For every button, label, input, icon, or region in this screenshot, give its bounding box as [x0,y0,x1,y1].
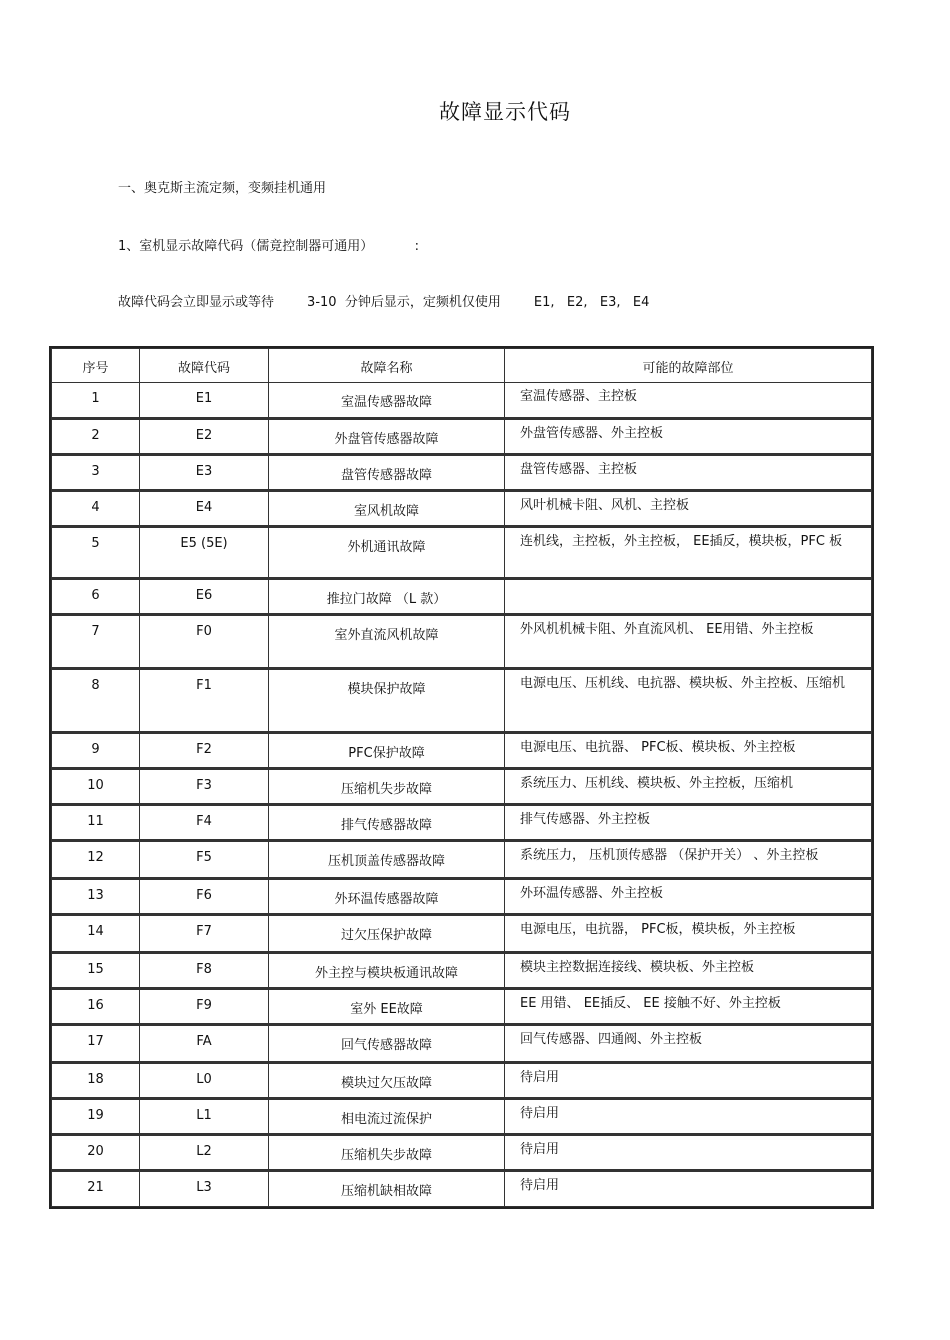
row-number-cell [52,1099,140,1135]
row-number-cell [52,1063,140,1099]
fault-part: 外风机机械卡阻、外直流风机、 EE用错、外主控板 [520,622,814,637]
row-number-cell [52,615,140,669]
row-number: 10 [87,778,104,793]
fault-code: F8 [196,962,212,977]
row-number-cell [52,805,140,841]
fault-name: 室温传感器故障 [340,395,432,410]
fault-part-cell [505,383,872,419]
fault-code-cell [140,841,269,879]
row-number-cell [52,769,140,805]
subsection-heading: 1、室机显示故障代码（儒竟控制器可通用） : [118,239,419,254]
fault-name-cell [269,527,505,579]
row-number: 9 [91,742,100,757]
row-number: 4 [91,500,100,515]
fault-part-cell [505,615,872,669]
fault-part-cell [505,1099,872,1135]
fault-code-cell [140,455,269,491]
fault-name-cell [269,915,505,953]
fault-code-cell [140,1171,269,1207]
row-number-cell [52,669,140,733]
fault-name-cell [269,615,505,669]
row-number-cell [52,879,140,915]
row-number: 17 [87,1034,104,1049]
fault-name: 模块过欠压故障 [340,1076,432,1091]
row-number: 14 [87,924,104,939]
fault-part: 电源电压、电抗器、 PFC板、模块板、外主控板 [520,740,796,755]
fault-code-cell [140,989,269,1025]
fault-part-cell [505,419,872,455]
fault-part: 风叶机械卡阻、风机、主控板 [520,498,690,513]
fault-part-cell [505,769,872,805]
fault-name-cell [269,383,505,419]
fault-name: 室外直流风机故障 [334,628,439,643]
fault-part-cell [505,733,872,769]
table-row [52,615,872,669]
table-row [52,841,872,879]
fault-part: 电源电压、压机线、电抗器、模块板、外主控板、压缩机 [520,676,846,691]
header-part: 可能的故障部位 [505,349,872,383]
fault-name-cell [269,1135,505,1171]
row-number: 15 [87,962,104,977]
row-number-cell [52,915,140,953]
row-number: 11 [87,814,104,829]
row-number: 21 [87,1180,104,1195]
table-header-row [52,349,872,383]
fault-name: 压缩机失步故障 [340,1148,432,1163]
fault-part: 外环温传感器、外主控板 [520,886,664,901]
fault-code-cell [140,527,269,579]
row-number-cell [52,1025,140,1063]
fault-part: 系统压力， 压机顶传感器 （保护开关） 、外主控板 [520,848,819,863]
fault-name-cell [269,1025,505,1063]
fault-name: 相电流过流保护 [340,1112,432,1127]
fault-name-cell [269,1099,505,1135]
fault-name-cell [269,989,505,1025]
fault-part-cell [505,491,872,527]
table-row [52,419,872,455]
fault-part-cell [505,805,872,841]
fault-name-cell [269,769,505,805]
fault-code-cell [140,1063,269,1099]
row-number-cell [52,455,140,491]
header-name: 故障名称 [269,349,505,383]
fault-code-cell [140,953,269,989]
row-number-cell [52,419,140,455]
fault-part: 室温传感器、主控板 [520,389,638,404]
fault-code-cell [140,733,269,769]
row-number-cell [52,1135,140,1171]
table-row [52,989,872,1025]
fault-code: E6 [195,588,213,603]
fault-part-cell [505,841,872,879]
fault-name: 压缩机缺相故障 [340,1184,432,1199]
row-number-cell [52,1171,140,1207]
fault-name: 压机顶盖传感器故障 [327,854,445,869]
fault-code-cell [140,491,269,527]
table-row [52,879,872,915]
fault-name: 推拉门故障 （L 款） [326,592,447,607]
fault-name-cell [269,491,505,527]
fault-part-cell [505,879,872,915]
fault-code-cell [140,669,269,733]
table-row [52,527,872,579]
fault-name-cell [269,733,505,769]
row-number: 18 [87,1072,104,1087]
fault-part [520,580,871,582]
section-heading: 一、奥克斯主流定频，变频挂机通用 [118,181,327,196]
table-row [52,1025,872,1063]
fault-code: F6 [196,888,212,903]
table-row [52,669,872,733]
fault-code-cell [140,579,269,615]
fault-part-cell [505,455,872,491]
fault-part: 电源电压，电抗器， PFC板，模块板，外主控板 [520,922,796,937]
fault-code: F3 [196,778,212,793]
fault-code-cell [140,383,269,419]
fault-name: 外机通讯故障 [347,540,426,555]
fault-name: 室风机故障 [353,504,419,519]
fault-code-cell [140,1135,269,1171]
row-number-cell [52,733,140,769]
row-number-cell [52,579,140,615]
fault-name-cell [269,1171,505,1207]
row-number: 5 [91,536,100,551]
fault-part-cell [505,669,872,733]
row-number-cell [52,953,140,989]
fault-code-cell [140,879,269,915]
table-row [52,915,872,953]
fault-code-cell [140,915,269,953]
row-number: 8 [91,678,100,693]
fault-name: 模块保护故障 [347,682,426,697]
table-row [52,455,872,491]
fault-name: 盘管传感器故障 [340,468,432,483]
row-number: 1 [91,391,100,406]
fault-name-cell [269,805,505,841]
fault-part-cell [505,953,872,989]
row-number: 7 [91,624,100,639]
fault-name: 排气传感器故障 [340,818,432,833]
row-number: 16 [87,998,104,1013]
fault-name-cell [269,419,505,455]
header-no: 序号 [52,349,140,383]
fault-name-cell [269,579,505,615]
fault-code: E4 [195,500,213,515]
fault-part: 排气传感器、外主控板 [520,812,651,827]
fault-part: 外盘管传感器、外主控板 [520,426,664,441]
fault-code: E1 [195,391,213,406]
row-number-cell [52,527,140,579]
fault-code: F4 [196,814,212,829]
fault-part: 连机线，主控板，外主控板， EE插反，模块板，PFC 板 [520,534,843,549]
table-row [52,491,872,527]
header-code: 故障代码 [140,349,269,383]
row-number: 3 [91,464,100,479]
note-text: 故障代码会立即显示或等待 3-10 分钟后显示，定频机仅使用 E1, E2, E3, E4 [118,295,650,310]
row-number: 2 [91,428,100,443]
table-row [52,1099,872,1135]
fault-part: 待启用 [520,1178,560,1193]
fault-name-cell [269,455,505,491]
table-row [52,383,872,419]
fault-code-cell [140,419,269,455]
fault-code-cell [140,1025,269,1063]
fault-part-cell [505,579,872,615]
fault-part: 模块主控数据连接线、模块板、外主控板 [520,960,755,975]
row-number-cell [52,383,140,419]
fault-part: 待启用 [520,1106,560,1121]
fault-code-cell [140,615,269,669]
fault-name-cell [269,879,505,915]
fault-part: 待启用 [520,1070,560,1085]
fault-part-cell [505,1135,872,1171]
row-number-cell [52,491,140,527]
fault-part-cell [505,1063,872,1099]
table-row [52,769,872,805]
table-row [52,1063,872,1099]
fault-code: L1 [196,1108,212,1123]
row-number: 6 [91,588,100,603]
row-number: 13 [87,888,104,903]
fault-name-cell [269,1063,505,1099]
fault-name: 外环温传感器故障 [334,892,439,907]
fault-name: 回气传感器故障 [340,1038,432,1053]
fault-code: F2 [196,742,212,757]
fault-part-cell [505,989,872,1025]
fault-part: 盘管传感器、主控板 [520,462,638,477]
table-row [52,1171,872,1207]
fault-code: F7 [196,924,212,939]
fault-name: 压缩机失步故障 [340,782,432,797]
page-title: 故障显示代码 [439,100,571,124]
fault-code: F1 [196,678,212,693]
fault-name-cell [269,841,505,879]
fault-name: 外盘管传感器故障 [334,432,439,447]
row-number-cell [52,841,140,879]
row-number: 12 [87,850,104,865]
fault-part-cell [505,1025,872,1063]
fault-part-cell [505,527,872,579]
row-number-cell [52,989,140,1025]
table-row [52,953,872,989]
fault-code: L2 [196,1144,212,1159]
fault-part-cell [505,1171,872,1207]
row-number: 19 [87,1108,104,1123]
fault-name: 室外 EE故障 [350,1002,423,1017]
fault-part: EE 用错、 EE插反、 EE 接触不好、外主控板 [520,996,781,1011]
fault-code: E3 [195,464,213,479]
fault-code: F0 [196,624,212,639]
table-row [52,579,872,615]
fault-code: E2 [195,428,213,443]
fault-code: L3 [196,1180,212,1195]
row-number: 20 [87,1144,104,1159]
fault-name-cell [269,669,505,733]
fault-name: 外主控与模块板通讯故障 [314,966,458,981]
fault-part: 待启用 [520,1142,560,1157]
fault-code: L0 [196,1072,212,1087]
fault-part: 回气传感器、四通阀、外主控板 [520,1032,703,1047]
table-row [52,805,872,841]
fault-name-cell [269,953,505,989]
fault-code-cell [140,1099,269,1135]
fault-name: 过欠压保护故障 [340,928,432,943]
fault-code: F5 [196,850,212,865]
fault-code-table [49,346,874,1209]
fault-code: FA [196,1034,212,1049]
fault-part-cell [505,915,872,953]
fault-part: 系统压力、压机线、模块板、外主控板，压缩机 [520,776,794,791]
table-row [52,1135,872,1171]
fault-code-cell [140,805,269,841]
fault-name: PFC保护故障 [348,746,425,761]
fault-code: E5 (5E) [180,536,228,551]
table-row [52,733,872,769]
fault-code: F9 [196,998,212,1013]
fault-code-cell [140,769,269,805]
